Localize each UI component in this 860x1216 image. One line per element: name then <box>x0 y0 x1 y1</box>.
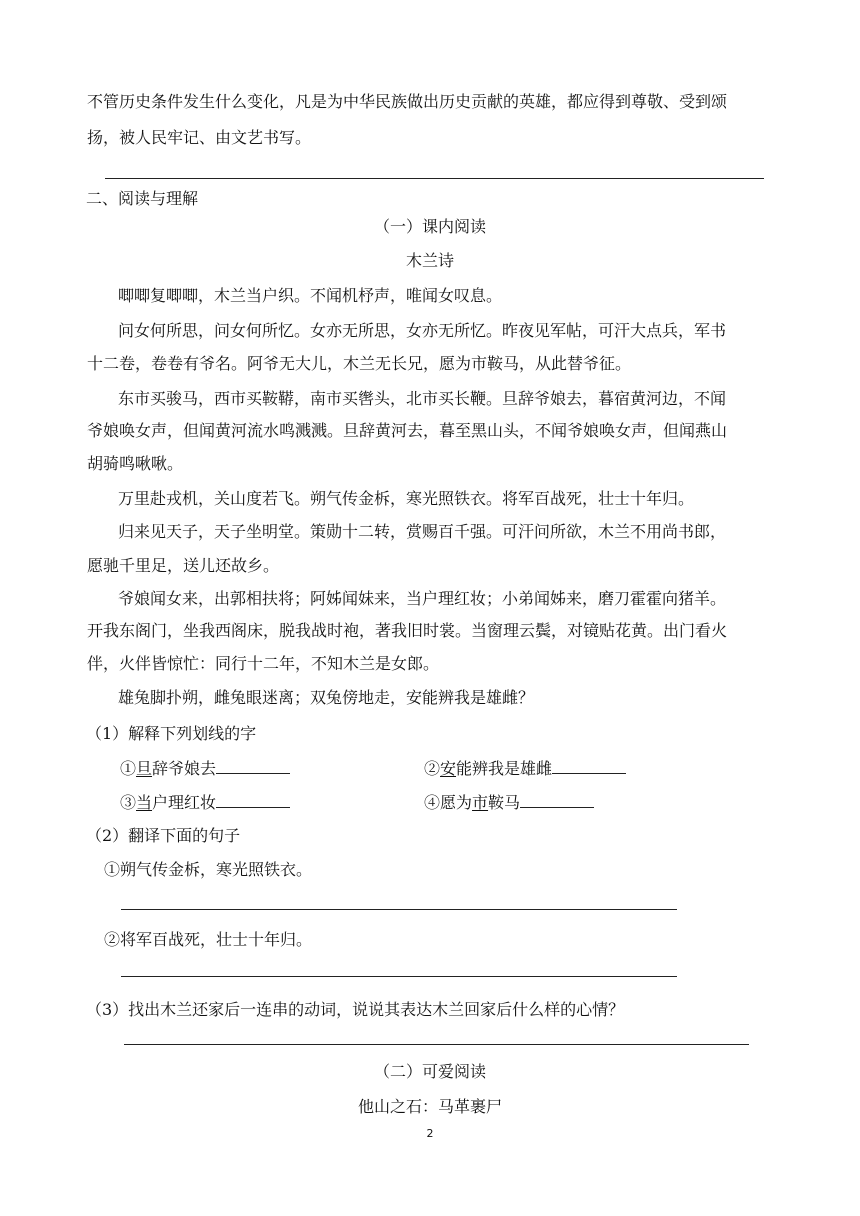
answer-line[interactable] <box>121 976 677 977</box>
q1-item-3: ③当户理红妆 <box>120 792 290 813</box>
intro-line-2: 扬，被人民牢记、由文艺书写。 <box>87 128 312 147</box>
q2-sentence-2: ②将军百战死，壮士十年归。 <box>104 930 313 949</box>
answer-line <box>105 178 764 179</box>
poem-line: 问女何所思，问女何所忆。女亦无所思，女亦无所忆。昨夜见军帖，可汗大点兵，军书 <box>118 321 727 340</box>
poem-line: 万里赴戎机，关山度若飞。朔气传金柝，寒光照铁衣。将军百战死，壮士十年归。 <box>118 489 695 508</box>
part1-heading: （一）课内阅读 <box>373 217 486 236</box>
question-1-prompt: （1）解释下列划线的字 <box>86 724 257 743</box>
underlined-char: 市 <box>472 793 489 812</box>
question-2-prompt: （2）翻译下面的句子 <box>86 826 241 845</box>
answer-line[interactable] <box>121 909 677 910</box>
poem-line: 伴，火伴皆惊忙：同行十二年，不知木兰是女郎。 <box>87 654 440 673</box>
poem-title: 木兰诗 <box>405 251 454 270</box>
q1-item-4: ④愿为市鞍马 <box>424 792 594 813</box>
answer-blank[interactable] <box>552 758 626 774</box>
poem-line: 开我东阁门，坐我西阁床，脱我战时袍，著我旧时裳。当窗理云鬓，对镜贴花黄。出门看火 <box>87 621 728 640</box>
q2-sentence-1: ①朔气传金柝，寒光照铁衣。 <box>104 860 313 879</box>
q1-item-1: ①旦辞爷娘去 <box>120 758 290 779</box>
question-3-prompt: （3）找出木兰还家后一连串的动词，说说其表达木兰回家后什么样的心情？ <box>86 1000 625 1019</box>
poem-line: 归来见天子，天子坐明堂。策勋十二转，赏赐百千强。可汗问所欲，木兰不用尚书郎， <box>118 522 727 541</box>
poem-line: 唧唧复唧唧，木兰当户织。不闻机杼声，唯闻女叹息。 <box>118 286 503 305</box>
poem-line: 胡骑鸣啾啾。 <box>87 454 184 473</box>
underlined-char: 当 <box>136 793 153 812</box>
section-heading: 二、阅读与理解 <box>86 189 199 208</box>
answer-blank[interactable] <box>216 758 290 774</box>
poem-line: 爷娘闻女来，出郭相扶将；阿姊闻妹来，当户理红妆；小弟闻姊来，磨刀霍霍向猪羊。 <box>118 589 727 608</box>
part2-title: 他山之石：马革裹尸 <box>357 1097 502 1116</box>
answer-line[interactable] <box>124 1044 749 1045</box>
poem-line: 爷娘唤女声，但闻黄河流水鸣溅溅。旦辞黄河去，暮至黑山头，不闻爷娘唤女声，但闻燕山 <box>87 421 728 440</box>
poem-line: 愿驰千里足，送儿还故乡。 <box>87 556 280 575</box>
poem-line: 雄兔脚扑朔，雌兔眼迷离；双兔傍地走，安能辨我是雄雌？ <box>118 688 535 707</box>
q1-item-2: ②安能辨我是雄雌 <box>424 758 626 779</box>
answer-blank[interactable] <box>520 792 594 808</box>
underlined-char: 旦 <box>136 759 153 778</box>
answer-blank[interactable] <box>216 792 290 808</box>
poem-line: 十二卷，卷卷有爷名。阿爷无大儿，木兰无长兄，愿为市鞍马，从此替爷征。 <box>87 354 632 373</box>
intro-line-1: 不管历史条件发生什么变化，凡是为中华民族做出历史贡献的英雄，都应得到尊敬、受到颂 <box>87 92 728 111</box>
poem-line: 东市买骏马，西市买鞍鞯，南市买辔头，北市买长鞭。旦辞爷娘去，暮宿黄河边，不闻 <box>118 389 727 408</box>
part2-heading: （二）可爱阅读 <box>373 1062 486 1081</box>
underlined-char: 安 <box>440 759 457 778</box>
page-number: 2 <box>426 1127 434 1140</box>
